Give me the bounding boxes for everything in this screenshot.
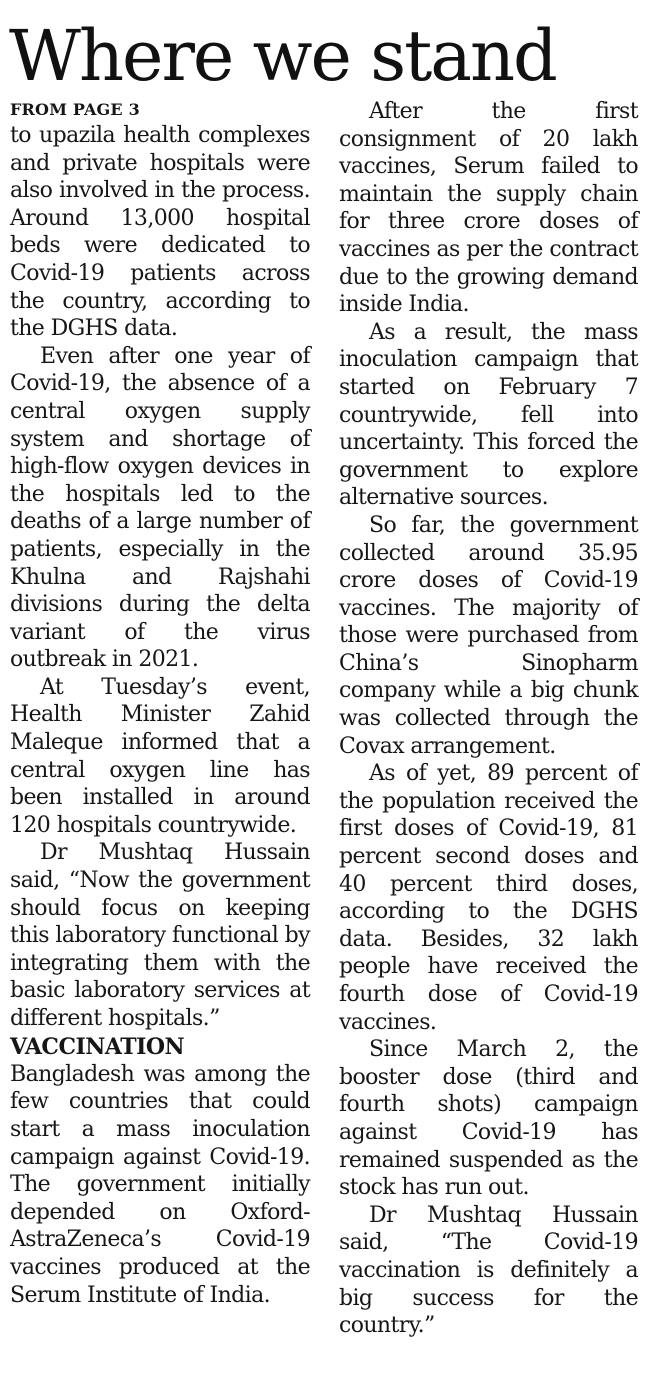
paragraph: Even after one year of Covid-19, the absence of a central oxygen supply system and shortage of high-flow oxygen devices in the hospitals led to the deaths of a large number of patients, especially in the Khulna and Rajshahi divisions during the delta variant of the virus outbreak in 2021.	[10, 343, 310, 673]
paragraph: As of yet, 89 percent of the population received the first doses of Covid-19, 81 percent second doses and 40 percent third doses, according to the DGHS data. Besides, 32 lakh people have received the fourth dose of Covid-19 vaccines.	[339, 761, 638, 1035]
paragraph: So far, the government collected around 35.95 crore doses of Covid-19 vaccines. The majority of those were purchased from China’s Sinopharm company while a big chunk was collected through the Covax arrangement.	[339, 512, 638, 759]
paragraph: At Tuesday’s event, Health Minister Zahid Maleque informed that a central oxygen line has been installed in around 120 hospitals countrywide.	[10, 674, 310, 838]
paragraph: Dr Mushtaq Hussain said, “The Covid-19 vaccination is definitely a big success for the country.”	[339, 1202, 638, 1339]
left-column	[10, 98, 310, 1309]
headline: Where we stand	[9, 15, 556, 97]
paragraph: Since March 2, the booster dose (third and fourth shots) campaign against Covid-19 has remained suspended as the stock has run out.	[339, 1037, 638, 1201]
paragraph: Bangladesh was among the few countries that could start a mass inoculation campaign against Covid-19. The government initially depended on Oxford-AstraZeneca’s Covid-19 vaccines produced at the Serum Institute of India.	[10, 1061, 310, 1308]
paragraph: As a result, the mass inoculation campaign that started on February 7 countrywide, fell into uncertainty. This forced the government to explore alternative sources.	[339, 319, 638, 511]
continued-from-label: FROM PAGE 3	[10, 100, 140, 119]
paragraph: to upazila health complexes and private hospitals were also involved in the process. Around 13,000 hospital beds were dedicated to Covid-19 patients across the country, according to the DGHS data.	[10, 123, 310, 342]
section-subhead: VACCINATION	[10, 1033, 185, 1060]
right-column	[339, 98, 638, 1340]
paragraph: After the first consignment of 20 lakh vaccines, Serum failed to maintain the supply chain for three crore doses of vaccines as per the contract due to the growing demand inside India.	[339, 99, 638, 318]
paragraph: Dr Mushtaq Hussain said, “Now the government should focus on keeping this laboratory functional by integrating them with the basic laboratory services at different hospitals.”	[10, 840, 310, 1031]
